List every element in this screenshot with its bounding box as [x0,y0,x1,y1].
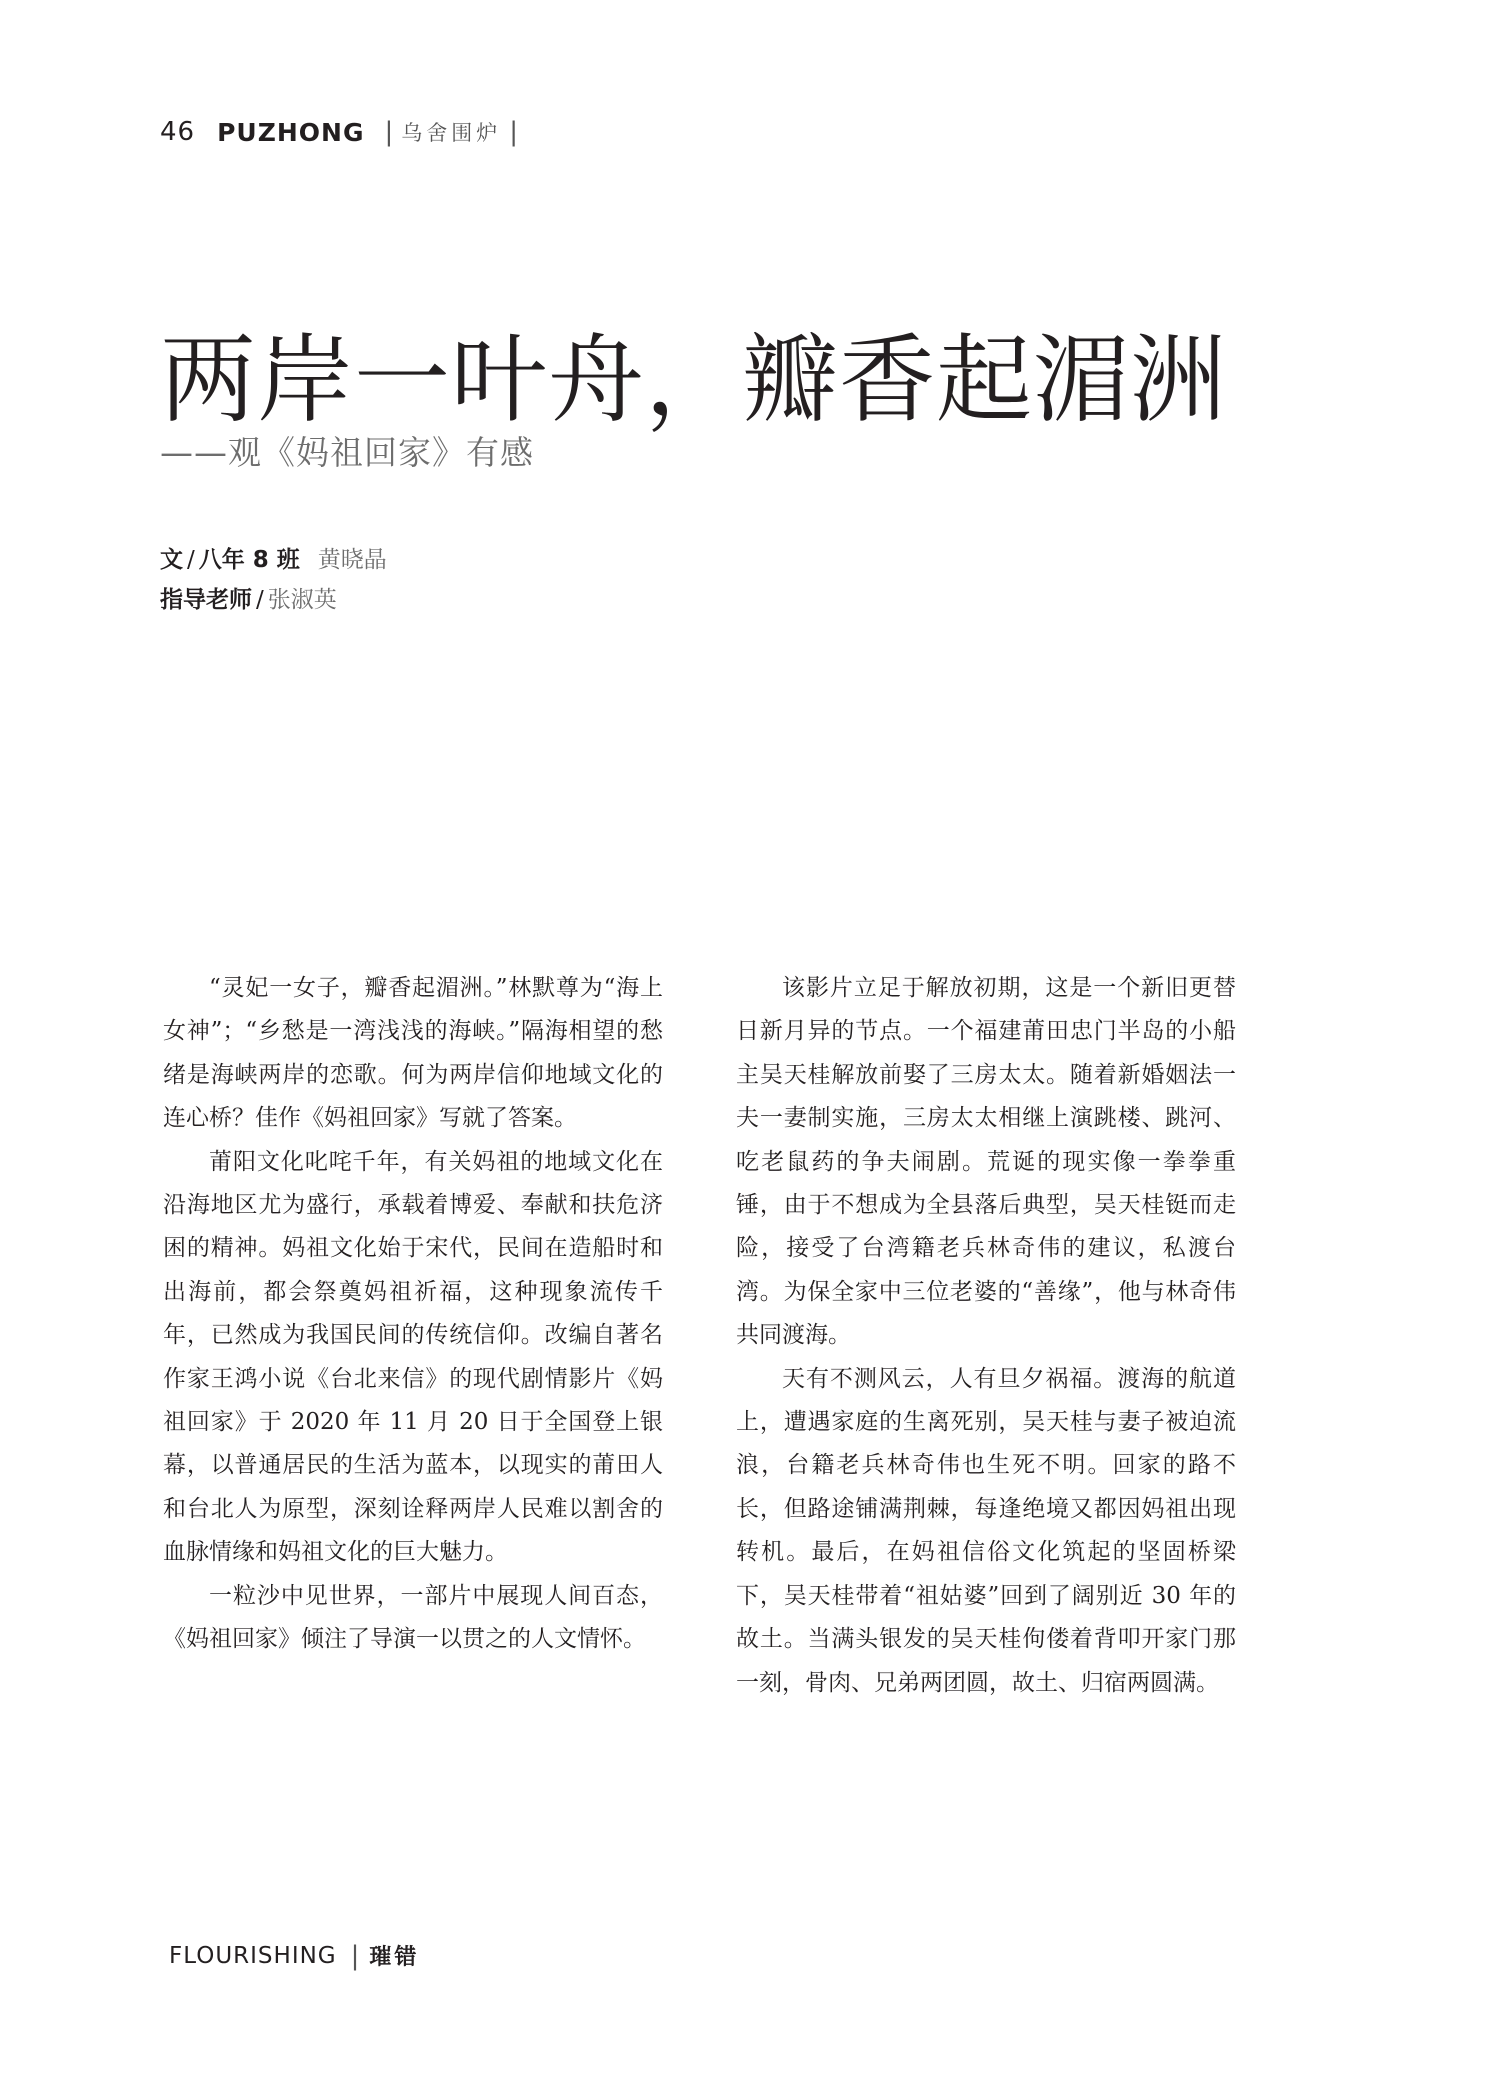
divider-bar: | [350,1940,360,1971]
body-column-left [163,967,663,1662]
author-line [160,540,387,580]
article-subtitle: ——观《妈祖回家》有感 [160,433,534,472]
article-title: 两岸一叶舟，瓣香起湄洲 [160,324,1227,436]
running-foot [169,1940,419,1971]
divider-bar: | [384,117,394,147]
paragraph: “灵妃一女子，瓣香起湄洲。”林默尊为“海上女神”；“乡愁是一湾浅浅的海峡。”隔海相望的愁绪是海峡两岸的恋歌。何为两岸信仰地域文化的连心桥？佳作《妈祖回家》写就了答案。 [163,975,663,1132]
page-number: 46 [160,117,196,147]
author-class: 八年 8 班 [198,547,300,573]
slash-separator: / [256,587,264,613]
magazine-name: PUZHONG [217,117,365,147]
paragraph: 一粒沙中见世界，一部片中展现人间百态，《妈祖回家》倾注了导演一以贯之的人文情怀。 [163,1582,663,1653]
teacher-name: 张淑英 [267,587,337,613]
magazine-name-cn: 璀错 [369,1945,420,1970]
author-label: 文 [160,547,183,573]
teacher-line [160,580,387,620]
magazine-name-en: FLOURISHING [169,1942,337,1969]
divider-bar: | [509,117,518,147]
slash-separator: / [187,547,195,573]
teacher-label: 指导老师 [160,587,252,613]
paragraph: 莆阳文化叱咤千年，有关妈祖的地域文化在沿海地区尤为盛行，承载着博爱、奉献和扶危济困的精神。妈祖文化始于宋代，民间在造船时和出海前，都会祭奠妈祖祈福，这种现象流传千年，已然成为我国民间的传统信仰。改编自著名作家王鸿小说《台北来信》的现代剧情影片《妈祖回家》于 2020 年 11 月 20 日于全国登上银幕，以普通居民的生活为蓝本，以现实的莆田人和台北人为原型，深刻诠释两岸人民难以割舍的血脉情缘和妈祖文化的巨大魅力。 [163,1148,663,1566]
column-name: 乌舍围炉 [401,121,502,145]
body-column-right [736,967,1236,1705]
paragraph: 天有不测风云，人有旦夕祸福。渡海的航道上，遭遇家庭的生离死别，吴天桂与妻子被迫流浪，台籍老兵林奇伟也生死不明。回家的路不长，但路途铺满荆棘，每逢绝境又都因妈祖出现转机。最后，在妈祖信俗文化筑起的坚固桥梁下，吴天桂带着“祖姑婆”回到了阔别近 30 年的故土。当满头银发的吴天桂佝偻着背叩开家门那一刻，骨肉、兄弟两团圆，故土、归宿两圆满。 [736,1365,1236,1696]
paragraph: 该影片立足于解放初期，这是一个新旧更替日新月异的节点。一个福建莆田忠门半岛的小船主吴天桂解放前娶了三房太太。随着新婚姻法一夫一妻制实施，三房太太相继上演跳楼、跳河、吃老鼠药的争夫闹剧。荒诞的现实像一拳拳重锤，由于不想成为全县落后典型，吴天桂铤而走险，接受了台湾籍老兵林奇伟的建议，私渡台湾。为保全家中三位老婆的“善缘”，他与林奇伟共同渡海。 [736,975,1236,1349]
running-head [160,112,526,152]
author-name: 黄晓晶 [317,547,387,573]
byline [160,540,387,620]
